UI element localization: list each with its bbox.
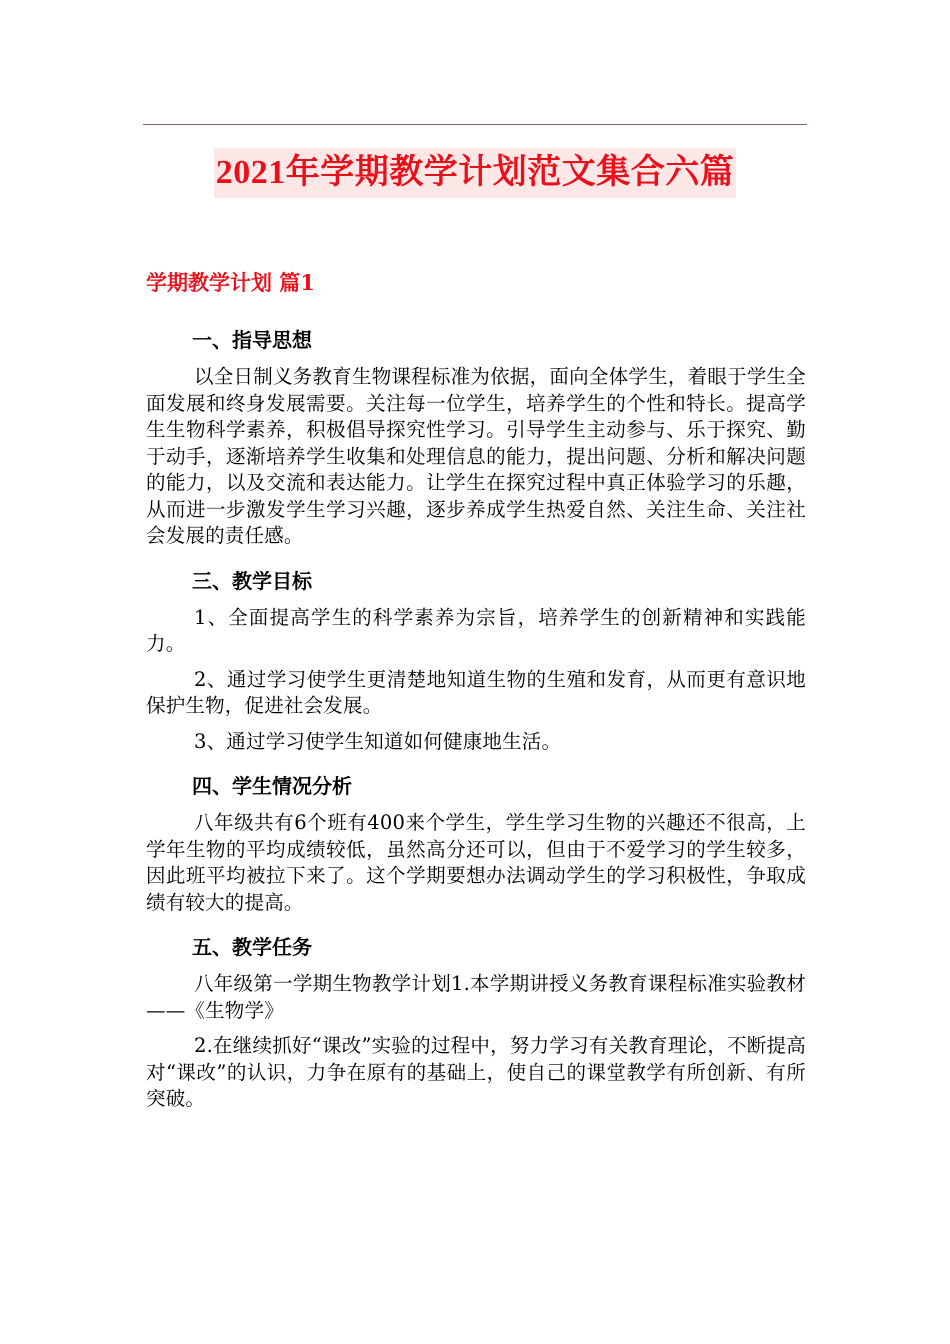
body-paragraph: 八年级第一学期生物教学计划1.本学期讲授义务教育课程标准实验教材——《生物学》 <box>146 972 806 1022</box>
section-heading: 一、指导思想 <box>192 328 312 352</box>
body-paragraph: 3、通过学习使学生知道如何健康地生活。 <box>194 729 562 753</box>
body-paragraph: 八年级共有6个班有400来个学生，学生学习生物的兴趣还不很高，上学年生物的平均成绩较低，虽然高分还可以，但由于不爱学习的学生较多，因此班平均被拉下来了。这个学期要想办法调动学生的学习积极性，争取成绩有较大的提高。 <box>146 811 806 914</box>
body-paragraph: 1、全面提高学生的科学素养为宗旨，培养学生的创新精神和实践能力。 <box>146 605 806 655</box>
section-heading: 五、教学任务 <box>192 935 312 959</box>
body-paragraph: 2、通过学习使学生更清楚地知道生物的生殖和发育，从而更有意识地保护生物，促进社会发展。 <box>146 667 806 717</box>
header-divider <box>143 124 807 125</box>
document-title-text: 2021年学期教学计划范文集合六篇 <box>214 148 737 198</box>
body-paragraph: 以全日制义务教育生物课程标准为依据，面向全体学生，着眼于学生全面发展和终身发展需要。关注每一位学生，培养学生的个性和特长。提高学生生物科学素养，积极倡导探究性学习。引导学生主动参与、乐于探究、勤于动手，逐渐培养学生收集和处理信息的能力，提出问题、分析和解决问题的能力，以及交流和表达能力。让学生在探究过程中真正体验学习的乐趣，从而进一步激发学生学习兴趣，逐步养成学生热爱自然、关注生命、关注社会发展的责任感。 <box>146 365 806 547</box>
document-title <box>0 148 950 198</box>
section-heading: 四、学生情况分析 <box>192 774 352 798</box>
body-paragraph: 2.在继续抓好“课改”实验的过程中，努力学习有关教育理论，不断提高对“课改”的认识，力争在原有的基础上，使自己的课堂教学有所创新、有所突破。 <box>146 1034 806 1110</box>
section-title: 学期教学计划 篇1 <box>146 270 315 295</box>
document-body <box>146 325 806 1113</box>
section-heading: 三、教学目标 <box>192 568 312 593</box>
